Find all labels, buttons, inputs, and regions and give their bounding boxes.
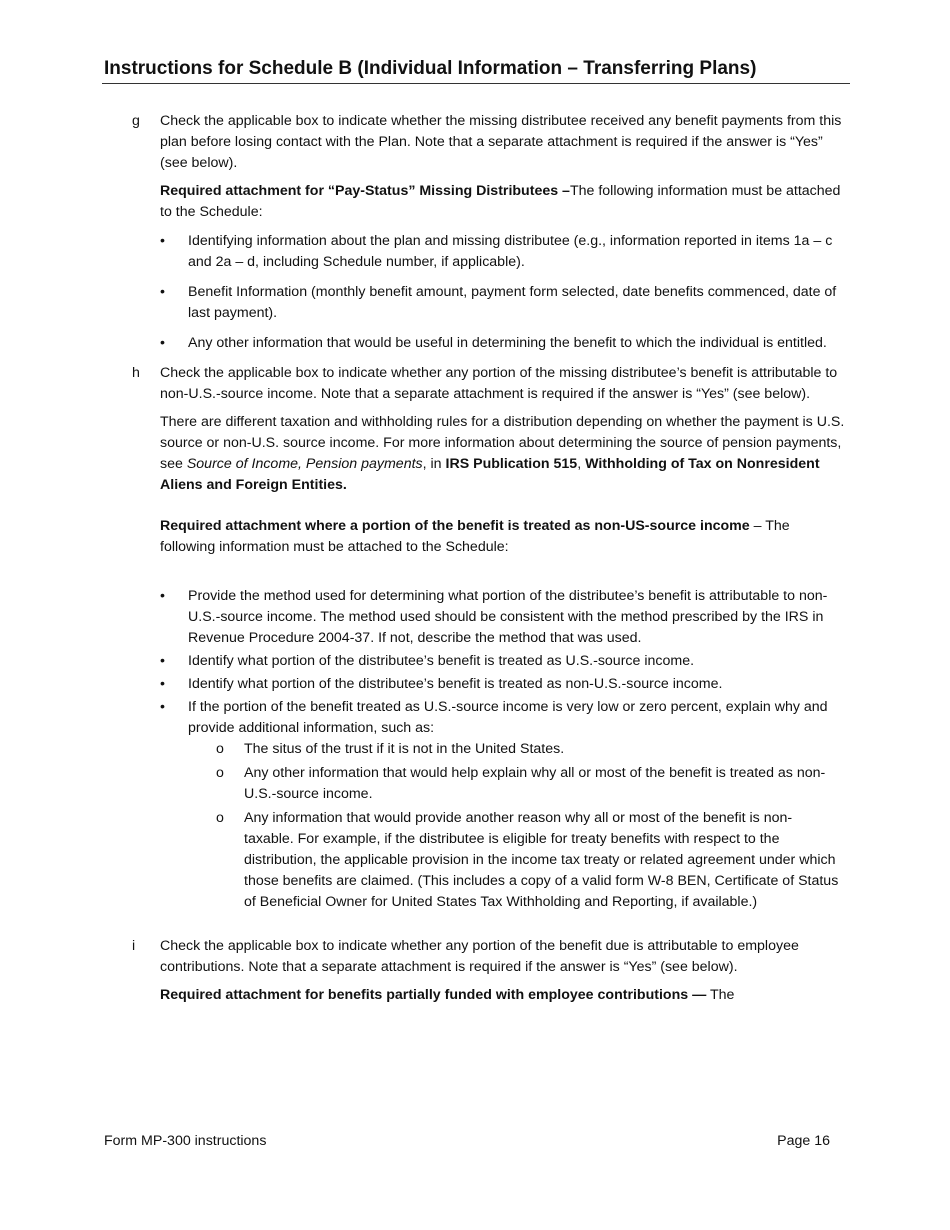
item-text: Check the applicable box to indicate whether any portion of the missing distributee’s benefit is attributable to non-U.S.-source income. Note that a separate attachment is required if the answer is “Yes” (see below).	[160, 365, 838, 402]
attachment-heading	[160, 516, 845, 558]
circle-bullet-icon: o	[216, 765, 224, 781]
circle-bullet-icon: o	[216, 810, 224, 826]
list-item: • Any other information that would be useful in determining the benefit to which the individual is entitled.	[160, 333, 845, 354]
bullet-list	[160, 231, 845, 354]
bullet-icon: •	[160, 653, 165, 669]
sub-list-item: o The situs of the trust if it is not in the United States.	[188, 739, 845, 760]
sub-list-item: o Any information that would provide another reason why all or most of the benefit is non- taxable. For example, if the distributee is eligible for treaty benefits with respect to the distribution, the applicable provision in the income tax treaty or related agreement under which those benefits are claimed. (This includes a copy of a valid form W-8 BEN, Certificate of Status of Beneficial Owner for United States Tax Withholding and Reporting, if available.)	[216, 810, 839, 910]
item-text: Check the applicable box to indicate whether any portion of the benefit due is attributable to employee contributions. Note that a separate attachment is required if the answer is “Yes” (see below).	[160, 938, 799, 975]
list-item: • Provide the method used for determining what portion of the distributee’s benefit is attributable to non-U.S.-source income. The method used should be consistent with the method prescribed by the IRS in Revenue Procedure 2004-37. If not, describe the method that was used.	[160, 588, 828, 646]
bullet-icon: •	[160, 335, 165, 351]
circle-bullet-icon: o	[216, 741, 224, 757]
publication-subtitle: Withholding of Tax on Nonresident Aliens and Foreign Entities.	[160, 456, 820, 493]
bullet-icon: •	[160, 588, 165, 604]
bullet-icon: •	[160, 676, 165, 692]
item-letter: i	[132, 938, 136, 954]
item-text: Check the applicable box to indicate whether the missing distributee received any benefit payments from this plan before losing contact with the Plan. Note that a separate attachment is required if the answer is “Yes” (see below).	[160, 113, 842, 171]
bullet-icon: •	[160, 284, 165, 300]
attachment-heading	[160, 985, 845, 1006]
list-item: • Identify what portion of the distributee’s benefit is treated as non-U.S.-source income.	[160, 674, 845, 695]
footer-page-number: Page 16	[777, 1133, 830, 1149]
item-letter: g	[132, 113, 140, 129]
attachment-heading	[160, 181, 845, 223]
attachment-text: The following information must be attached to the Schedule:	[160, 183, 841, 220]
bullet-icon: •	[160, 699, 165, 715]
footer-form-name: Form MP-300 instructions	[104, 1133, 267, 1149]
attachment-text: – The following information must be attached to the Schedule:	[160, 518, 790, 555]
list-item: • Identifying information about the plan and missing distributee (e.g., information reported in items 1a – c and 2a – d, including Schedule number, if applicable).	[160, 233, 833, 270]
sub-list-item: o Any other information that would help explain why all or most of the benefit is treated as non-U.S.-source income.	[216, 765, 826, 802]
header-divider	[102, 83, 850, 84]
reference-italic: Source of Income, Pension payments	[186, 456, 423, 472]
taxation-paragraph: There are different taxation and withholding rules for a distribution depending on whether the payment is U.S. source or non-U.S. source income. For more information about determining the source of pension payments, see Source of Income, Pension payments, in IRS Publication 515, Withholding of Tax on Nonresident Aliens and Foreign Entities.	[160, 414, 845, 493]
bullet-list	[160, 586, 845, 913]
attachment-title: Required attachment for benefits partially funded with employee contributions —	[160, 987, 707, 1003]
item-g	[100, 111, 845, 354]
attachment-text: The	[706, 987, 735, 1003]
page-title: Instructions for Schedule B (Individual Information – Transferring Plans)	[104, 58, 757, 79]
list-item: • Benefit Information (monthly benefit amount, payment form selected, date benefits commenced, date of last payment).	[160, 284, 837, 321]
attachment-title: Required attachment where a portion of the benefit is treated as non-US-source income	[160, 518, 750, 534]
sub-bullet-list	[188, 739, 845, 913]
list-item: • Identify what portion of the distributee’s benefit is treated as U.S.-source income.	[160, 651, 845, 672]
instructions-body	[100, 111, 845, 1006]
bullet-icon: •	[160, 233, 165, 249]
item-i	[100, 936, 845, 1006]
attachment-title: Required attachment for “Pay-Status” Missing Distributees –	[160, 183, 570, 199]
item-h	[100, 363, 845, 936]
list-item: • If the portion of the benefit treated as U.S.-source income is very low or zero percent, explain why and provide additional information, such as: o The situs of the trust if it is not in the United States. o Any other information that would help explain why all or most of the benefit is treated as non-U.S.-source income. o Any information that would provide another reason why all or most of the benefit is non- taxable. For example, if the distributee is eligible for treaty benefits with respect to the distribution, the applicable provision in the income tax treaty or related agreement under which those benefits are claimed. (This includes a copy of a valid form W-8 BEN, Certificate of Status of Beneficial Owner for United States Tax Withholding and Reporting, if available.)	[160, 697, 845, 913]
item-letter: h	[132, 365, 140, 381]
publication-title: IRS Publication 515	[445, 456, 578, 472]
